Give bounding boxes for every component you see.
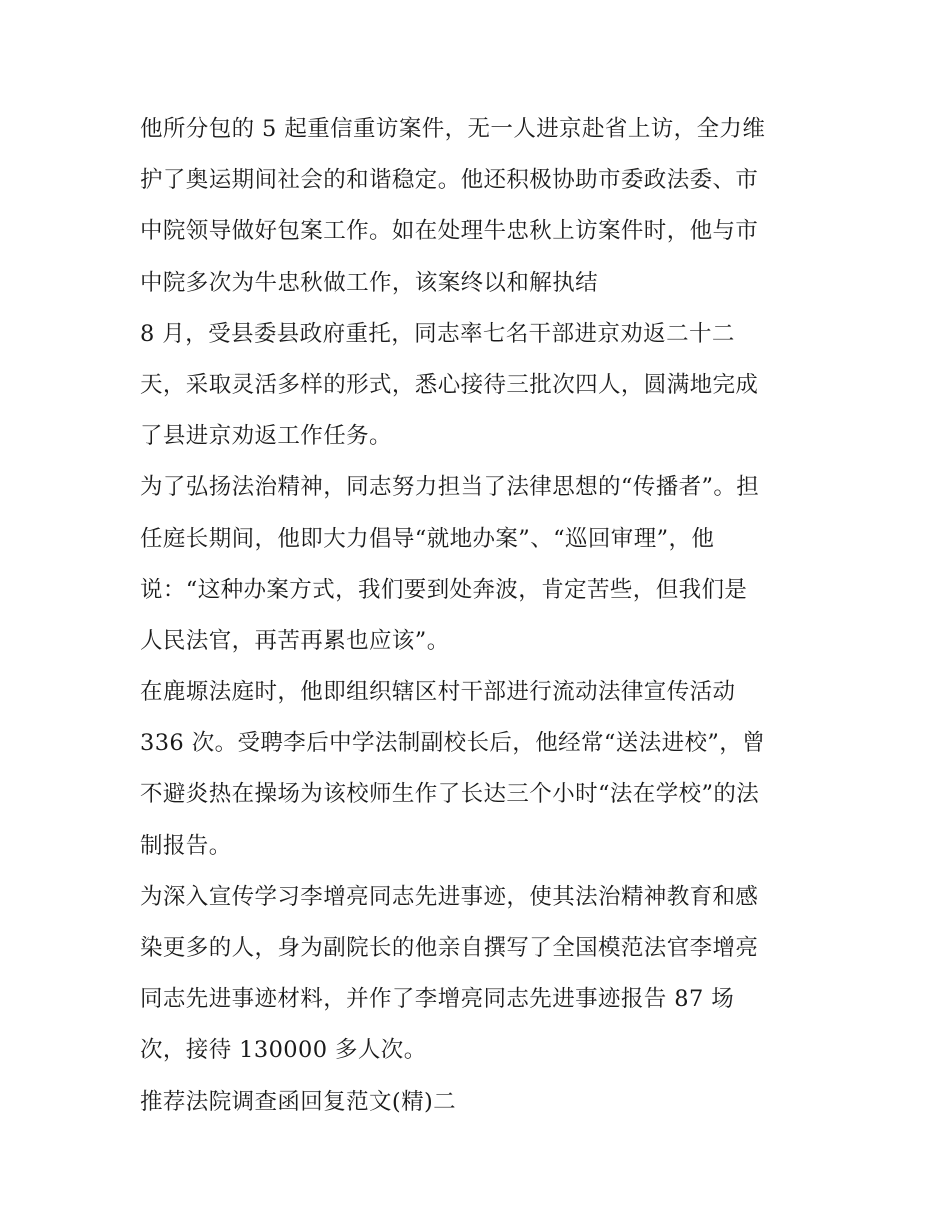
text-line: 人民法官，再苦再累也应该”。 [140,627,450,654]
text-line: 在鹿塬法庭时，他即组织辖区村干部进行流动法律宣传活动 [140,679,736,706]
text-line: 护了奥运期间社会的和谐稳定。他还积极协助市委政法委、市 [140,167,759,194]
text-line: 说：“这种办案方式，我们要到处奔波，肯定苦些，但我们是 [140,576,748,603]
text-line: 中院多次为牛忠秋做工作，该案终以和解执结 [140,269,599,296]
text-line: 同志先进事迹材料，并作了李增亮同志先进事迹报告 87 场 [140,986,735,1013]
text-line: 不避炎热在操场为该校师生作了长达三个小时“法在学校”的法 [140,781,760,808]
text-line: 制报告。 [140,832,232,859]
text-line: 了县进京劝返工作任务。 [140,423,392,450]
text-line: 为深入宣传学习李增亮同志先进事迹，使其法治精神教育和感 [140,883,759,910]
text-line: 任庭长期间，他即大力倡导“就地办案”、“巡回审理”，他 [140,525,715,552]
text-line: 他所分包的 5 起重信重访案件，无一人进京赴省上访，全力维 [140,116,766,142]
text-line: 336 次。受聘李后中学法制副校长后，他经常“送法进校”，曾 [140,730,766,757]
text-line: 天，采取灵活多样的形式，悉心接待三批次四人，圆满地完成 [140,371,759,398]
text-line: 次，接待 130000 多人次。 [140,1037,427,1064]
text-line: 为了弘扬法治精神，同志努力担当了法律思想的“传播者”。担 [140,474,760,501]
document-body [140,104,840,1128]
text-line: 8 月，受县委县政府重托，同志率七名干部进京劝返二十二 [140,320,735,347]
section-heading: 推荐法院调查函回复范文(精)二 [140,1088,457,1115]
text-line: 染更多的人，身为副院长的他亲自撰写了全国模范法官李增亮 [140,935,759,961]
text-line: 中院领导做好包案工作。如在处理牛忠秋上访案件时，他与市 [140,218,759,245]
